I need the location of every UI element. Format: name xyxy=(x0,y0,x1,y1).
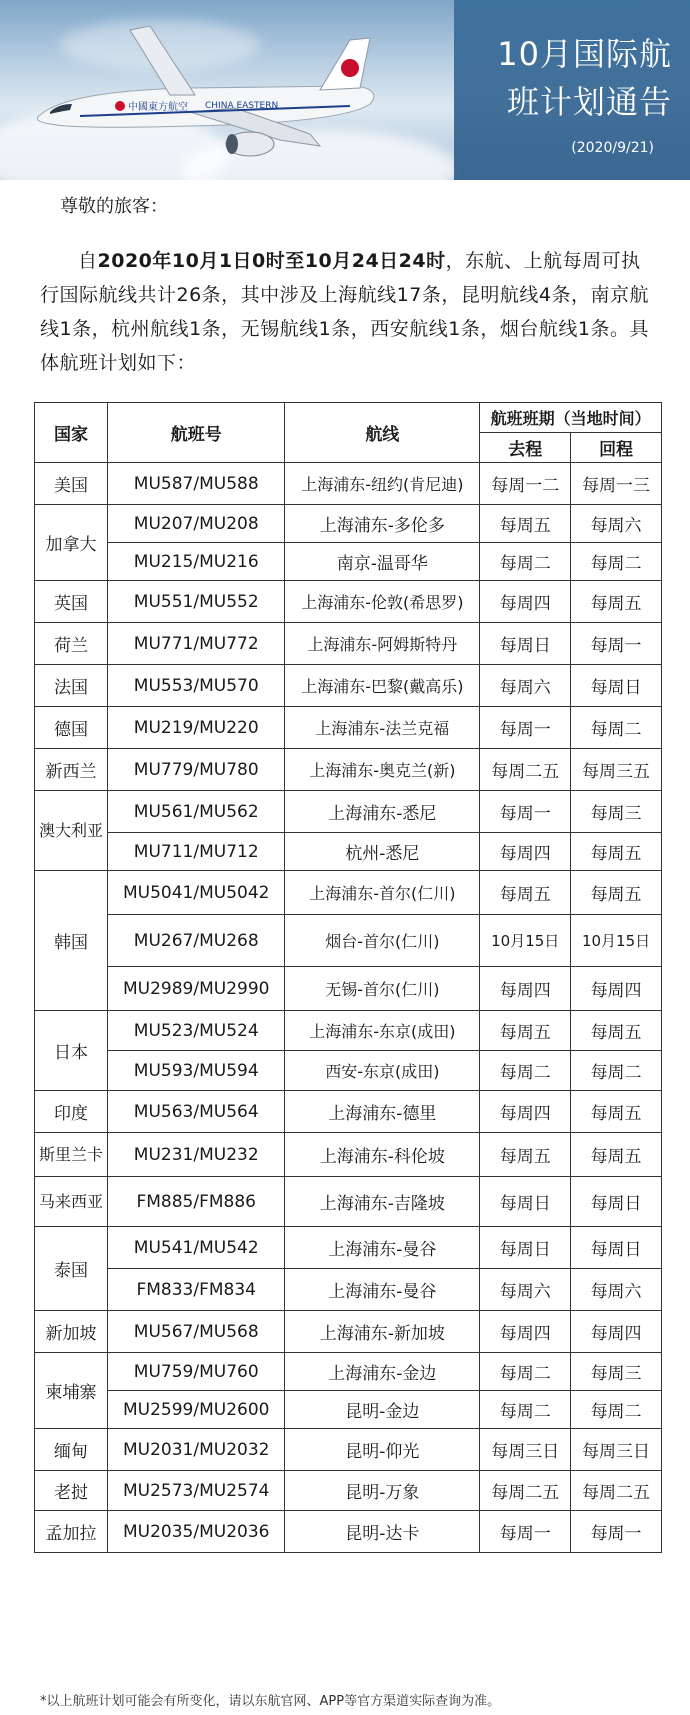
outbound-cell: 每周六 xyxy=(480,1269,571,1311)
table-row xyxy=(35,871,662,915)
route-cell: 上海浦东-阿姆斯特丹 xyxy=(285,623,480,665)
return-cell: 每周一 xyxy=(571,623,662,665)
flight-cell: MU541/MU542 xyxy=(108,1227,285,1269)
return-cell: 每周一三 xyxy=(571,463,662,505)
outbound-cell: 每周日 xyxy=(480,623,571,665)
outbound-cell: 每周五 xyxy=(480,871,571,915)
table-row xyxy=(35,791,662,833)
airline-name-en: CHINA EASTERN xyxy=(205,101,279,111)
return-cell: 每周三五 xyxy=(571,749,662,791)
return-cell: 每周五 xyxy=(571,1011,662,1051)
route-cell: 昆明-达卡 xyxy=(285,1511,480,1553)
country-cell: 老挝 xyxy=(35,1471,108,1511)
flight-cell: FM833/FM834 xyxy=(108,1269,285,1311)
country-cell: 英国 xyxy=(35,581,108,623)
country-cell: 韩国 xyxy=(35,871,108,1011)
route-cell: 上海浦东-新加坡 xyxy=(285,1311,480,1353)
outbound-cell: 每周二 xyxy=(480,1051,571,1091)
outbound-cell: 每周日 xyxy=(480,1177,571,1227)
header-return: 回程 xyxy=(571,433,662,463)
country-cell: 孟加拉 xyxy=(35,1511,108,1553)
route-cell: 西安-东京(成田) xyxy=(285,1051,480,1091)
table-row xyxy=(35,1429,662,1471)
outbound-cell: 每周二五 xyxy=(480,749,571,791)
footnote: *以上航班计划可能会有所变化，请以东航官网、APP等官方渠道实际查询为准。 xyxy=(40,1694,501,1709)
intro-date-range: 2020年10月1日0时至10月24日24时 xyxy=(97,250,446,272)
return-cell: 每周五 xyxy=(571,871,662,915)
country-cell: 美国 xyxy=(35,463,108,505)
airplane-image xyxy=(20,20,460,170)
outbound-cell: 每周五 xyxy=(480,1011,571,1051)
outbound-cell: 每周四 xyxy=(480,833,571,871)
table-row xyxy=(35,1311,662,1353)
flight-cell: MU2035/MU2036 xyxy=(108,1511,285,1553)
outbound-cell: 每周六 xyxy=(480,665,571,707)
table-row xyxy=(35,1269,662,1311)
flight-cell: MU771/MU772 xyxy=(108,623,285,665)
flight-cell: MU759/MU760 xyxy=(108,1353,285,1391)
flight-cell: MU219/MU220 xyxy=(108,707,285,749)
flight-cell: FM885/FM886 xyxy=(108,1177,285,1227)
country-cell: 日本 xyxy=(35,1011,108,1091)
flight-cell: MU551/MU552 xyxy=(108,581,285,623)
route-cell: 昆明-金边 xyxy=(285,1391,480,1429)
return-cell: 每周日 xyxy=(571,1177,662,1227)
table-row xyxy=(35,707,662,749)
route-cell: 昆明-仰光 xyxy=(285,1429,480,1471)
country-cell: 斯里兰卡 xyxy=(35,1133,108,1177)
return-cell: 每周二 xyxy=(571,1051,662,1091)
outbound-cell: 每周二 xyxy=(480,543,571,581)
return-cell: 每周三日 xyxy=(571,1429,662,1471)
table-row xyxy=(35,1011,662,1051)
return-cell: 每周五 xyxy=(571,833,662,871)
route-cell: 南京-温哥华 xyxy=(285,543,480,581)
flight-cell: MU523/MU524 xyxy=(108,1011,285,1051)
flight-cell: MU2031/MU2032 xyxy=(108,1429,285,1471)
flight-cell: MU561/MU562 xyxy=(108,791,285,833)
table-row xyxy=(35,1353,662,1391)
return-cell: 每周三 xyxy=(571,1353,662,1391)
outbound-cell: 每周一二 xyxy=(480,463,571,505)
route-cell: 无锡-首尔(仁川) xyxy=(285,967,480,1011)
country-cell: 泰国 xyxy=(35,1227,108,1311)
table-row xyxy=(35,581,662,623)
airline-name-cn: 中國東方航空 xyxy=(128,102,188,113)
return-cell: 每周三 xyxy=(571,791,662,833)
flight-cell: MU207/MU208 xyxy=(108,505,285,543)
table-row xyxy=(35,543,662,581)
outbound-cell: 每周一 xyxy=(480,791,571,833)
flight-cell: MU215/MU216 xyxy=(108,543,285,581)
outbound-cell: 每周四 xyxy=(480,1311,571,1353)
route-cell: 上海浦东-纽约(肯尼迪) xyxy=(285,463,480,505)
country-cell: 新西兰 xyxy=(35,749,108,791)
flight-cell: MU779/MU780 xyxy=(108,749,285,791)
route-cell: 杭州-悉尼 xyxy=(285,833,480,871)
outbound-cell: 每周日 xyxy=(480,1227,571,1269)
route-cell: 烟台-首尔(仁川) xyxy=(285,915,480,967)
banner-title xyxy=(472,30,672,126)
table-row xyxy=(35,967,662,1011)
outbound-cell: 10月15日 xyxy=(480,915,571,967)
header-outbound: 去程 xyxy=(480,433,571,463)
outbound-cell: 每周二五 xyxy=(480,1471,571,1511)
flight-cell: MU267/MU268 xyxy=(108,915,285,967)
route-cell: 上海浦东-东京(成田) xyxy=(285,1011,480,1051)
flight-table-body xyxy=(35,463,662,1553)
banner xyxy=(0,0,690,180)
route-cell: 上海浦东-曼谷 xyxy=(285,1227,480,1269)
banner-title-line1: 10月国际航 xyxy=(497,35,672,73)
outbound-cell: 每周五 xyxy=(480,1133,571,1177)
flight-cell: MU587/MU588 xyxy=(108,463,285,505)
table-row xyxy=(35,1051,662,1091)
return-cell: 每周五 xyxy=(571,581,662,623)
country-cell: 印度 xyxy=(35,1091,108,1133)
outbound-cell: 每周一 xyxy=(480,707,571,749)
route-cell: 上海浦东-科伦坡 xyxy=(285,1133,480,1177)
table-row xyxy=(35,463,662,505)
banner-date: (2020/9/21) xyxy=(571,140,654,156)
outbound-cell: 每周一 xyxy=(480,1511,571,1553)
flight-cell: MU231/MU232 xyxy=(108,1133,285,1177)
return-cell: 每周一 xyxy=(571,1511,662,1553)
table-row xyxy=(35,1227,662,1269)
table-row xyxy=(35,833,662,871)
country-cell: 法国 xyxy=(35,665,108,707)
country-cell: 缅甸 xyxy=(35,1429,108,1471)
flight-cell: MU2573/MU2574 xyxy=(108,1471,285,1511)
outbound-cell: 每周二 xyxy=(480,1353,571,1391)
flight-cell: MU2599/MU2600 xyxy=(108,1391,285,1429)
intro-paragraph xyxy=(40,244,660,380)
table-row xyxy=(35,505,662,543)
route-cell: 上海浦东-奥克兰(新) xyxy=(285,749,480,791)
intro-text-start: 自 xyxy=(78,250,98,272)
route-cell: 上海浦东-巴黎(戴高乐) xyxy=(285,665,480,707)
route-cell: 上海浦东-德里 xyxy=(285,1091,480,1133)
greeting: 尊敬的旅客： xyxy=(60,196,168,217)
flight-cell: MU593/MU594 xyxy=(108,1051,285,1091)
country-cell: 新加坡 xyxy=(35,1311,108,1353)
banner-title-line2: 班计划通告 xyxy=(506,83,672,121)
route-cell: 上海浦东-吉隆坡 xyxy=(285,1177,480,1227)
outbound-cell: 每周四 xyxy=(480,1091,571,1133)
return-cell: 每周六 xyxy=(571,1269,662,1311)
country-cell: 加拿大 xyxy=(35,505,108,581)
route-cell: 上海浦东-伦敦(希思罗) xyxy=(285,581,480,623)
header-flight: 航班号 xyxy=(108,403,285,463)
route-cell: 昆明-万象 xyxy=(285,1471,480,1511)
flight-cell: MU711/MU712 xyxy=(108,833,285,871)
intro-text-rest: ，东航、上航每周可执行国际航线共计26条，其中涉及上海航线17条，昆明航线4条，南京航线1条，杭州航线1条，无锡航线1条，西安航线1条，烟台航线1条。具体航班计划如下： xyxy=(40,250,649,374)
flight-cell: MU553/MU570 xyxy=(108,665,285,707)
return-cell: 每周六 xyxy=(571,505,662,543)
country-cell: 柬埔寨 xyxy=(35,1353,108,1429)
route-cell: 上海浦东-曼谷 xyxy=(285,1269,480,1311)
return-cell: 每周二 xyxy=(571,1391,662,1429)
country-cell: 荷兰 xyxy=(35,623,108,665)
return-cell: 每周二 xyxy=(571,543,662,581)
table-row xyxy=(35,915,662,967)
outbound-cell: 每周四 xyxy=(480,581,571,623)
table-row xyxy=(35,1133,662,1177)
table-row xyxy=(35,1091,662,1133)
route-cell: 上海浦东-首尔(仁川) xyxy=(285,871,480,915)
table-row xyxy=(35,1511,662,1553)
return-cell: 每周日 xyxy=(571,665,662,707)
flight-cell: MU5041/MU5042 xyxy=(108,871,285,915)
return-cell: 每周五 xyxy=(571,1133,662,1177)
outbound-cell: 每周二 xyxy=(480,1391,571,1429)
return-cell: 每周四 xyxy=(571,967,662,1011)
header-route: 航线 xyxy=(285,403,480,463)
header-schedule: 航班班期（当地时间） xyxy=(480,403,662,433)
route-cell: 上海浦东-多伦多 xyxy=(285,505,480,543)
route-cell: 上海浦东-法兰克福 xyxy=(285,707,480,749)
route-cell: 上海浦东-悉尼 xyxy=(285,791,480,833)
flight-cell: MU2989/MU2990 xyxy=(108,967,285,1011)
return-cell: 每周二 xyxy=(571,707,662,749)
table-row xyxy=(35,1471,662,1511)
return-cell: 每周四 xyxy=(571,1311,662,1353)
route-cell: 上海浦东-金边 xyxy=(285,1353,480,1391)
table-row xyxy=(35,1391,662,1429)
return-cell: 每周二五 xyxy=(571,1471,662,1511)
return-cell: 10月15日 xyxy=(571,915,662,967)
header-country: 国家 xyxy=(35,403,108,463)
flight-cell: MU567/MU568 xyxy=(108,1311,285,1353)
return-cell: 每周日 xyxy=(571,1227,662,1269)
country-cell: 马来西亚 xyxy=(35,1177,108,1227)
return-cell: 每周五 xyxy=(571,1091,662,1133)
flight-cell: MU563/MU564 xyxy=(108,1091,285,1133)
flight-schedule-table xyxy=(34,402,662,1553)
outbound-cell: 每周三日 xyxy=(480,1429,571,1471)
table-row xyxy=(35,749,662,791)
outbound-cell: 每周四 xyxy=(480,967,571,1011)
country-cell: 德国 xyxy=(35,707,108,749)
table-row xyxy=(35,623,662,665)
outbound-cell: 每周五 xyxy=(480,505,571,543)
country-cell: 澳大利亚 xyxy=(35,791,108,871)
table-row xyxy=(35,1177,662,1227)
table-row xyxy=(35,665,662,707)
